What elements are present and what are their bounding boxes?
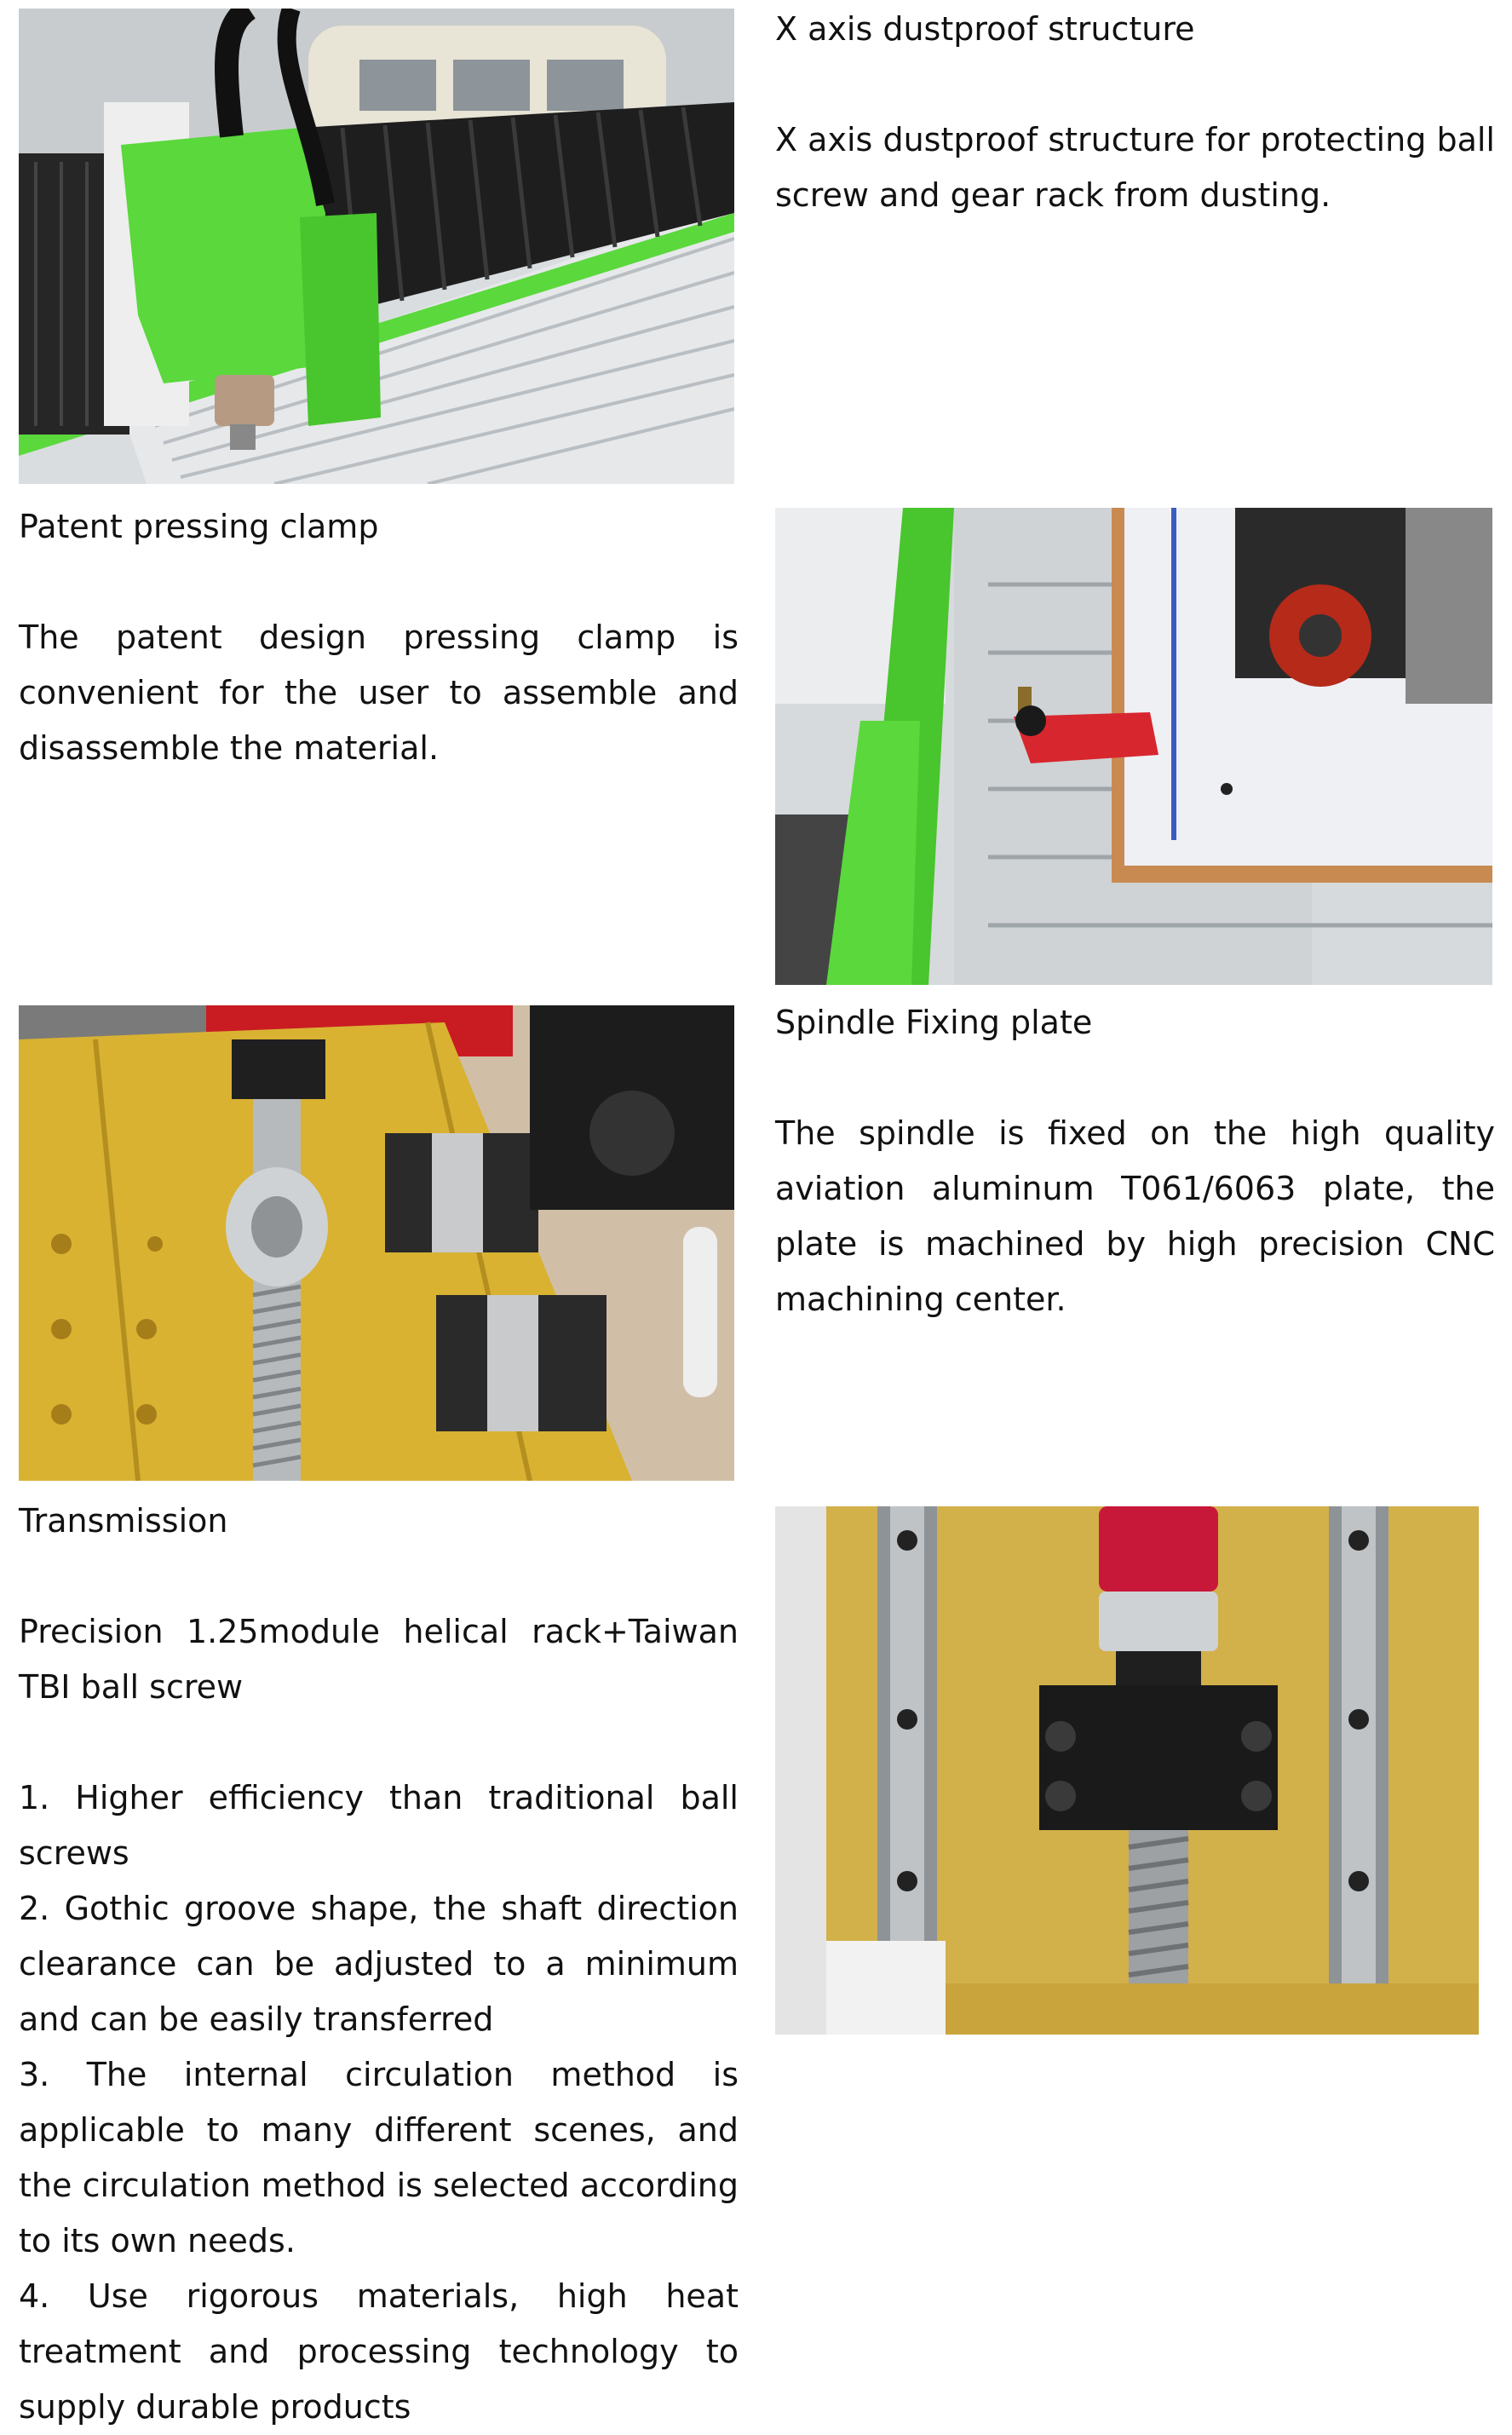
x-axis-photo-illustration	[19, 9, 734, 484]
section-clamp-text	[19, 499, 739, 776]
section-transmission-paragraph: Precision 1.25module helical rack+Taiwan TBI ball screw	[19, 1613, 739, 1706]
transmission-list-item-4: 4. Use rigorous materials, high heat treatment and processing technology to supply durable products	[19, 2277, 739, 2426]
section-fixing-plate-text	[775, 995, 1495, 1327]
transmission-photo-illustration	[775, 1506, 1479, 2035]
pressing-clamp-photo	[775, 508, 1492, 985]
transmission-list-item-2: 2. Gothic groove shape, the shaft direction clearance can be adjusted to a minimum and can be easily transferred	[19, 1890, 739, 2038]
fixing-plate-photo-illustration	[19, 1005, 734, 1481]
spindle-fixing-plate-photo	[19, 1005, 734, 1481]
section-transmission-heading: Transmission	[19, 1502, 228, 1540]
section-clamp-heading: Patent pressing clamp	[19, 508, 379, 545]
section-x-axis-text	[775, 2, 1495, 223]
section-x-axis-paragraph: X axis dustproof structure for protecting ball screw and gear rack from dusting.	[775, 121, 1495, 214]
clamp-photo-illustration	[775, 508, 1492, 985]
section-fixing-plate-paragraph: The spindle is fixed on the high quality aviation aluminum T061/6063 plate, the plate is machined by high precision CNC machining center.	[775, 1114, 1495, 1318]
transmission-list-item-1: 1. Higher efficiency than traditional ball screws	[19, 1779, 739, 1872]
section-x-axis-heading: X axis dustproof structure	[775, 10, 1195, 48]
transmission-photo	[775, 1506, 1479, 2035]
transmission-list-item-3: 3. The internal circulation method is applicable to many different scenes, and the circulation method is selected according to its own needs.	[19, 2056, 739, 2259]
x-axis-dustproof-photo	[19, 9, 734, 484]
section-fixing-plate-heading: Spindle Fixing plate	[775, 1004, 1093, 1041]
section-clamp-paragraph: The patent design pressing clamp is convenient for the user to assemble and disassemble the material.	[19, 619, 739, 767]
section-transmission-text	[19, 1494, 739, 2435]
